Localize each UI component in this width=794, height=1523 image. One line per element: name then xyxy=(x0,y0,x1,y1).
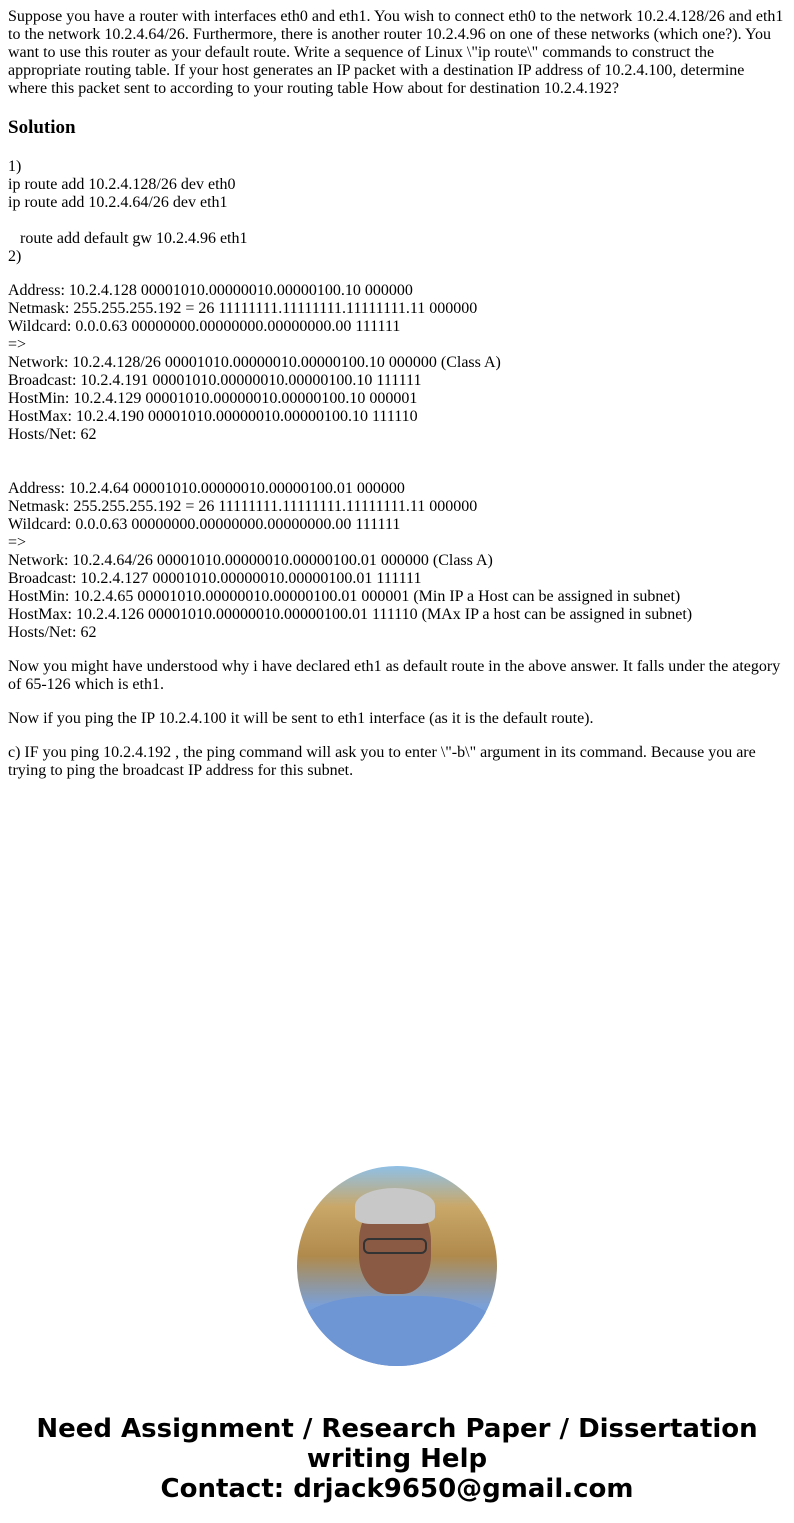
explanation-paragraph: Now you might have understood why i have declared eth1 as default route in the above answer. It falls under the ategory of 65-126 which is eth1. xyxy=(8,658,781,693)
subnet-line: HostMin: 10.2.4.129 00001010.00000010.00000100.10 000001 xyxy=(8,390,418,407)
subnet-line: Wildcard: 0.0.0.63 00000000.00000000.00000000.00 111111 xyxy=(8,318,401,335)
subnet-line: => xyxy=(8,336,27,353)
footer-contact-text: Contact: drjack9650@gmail.com xyxy=(160,1474,634,1504)
subnet-line: Broadcast: 10.2.4.127 00001010.00000010.00000100.01 111111 xyxy=(8,570,422,587)
default-route-command: route add default gw 10.2.4.96 eth1 xyxy=(8,230,248,247)
subnet-line: Address: 10.2.4.64 00001010.00000010.00000100.01 000000 xyxy=(8,480,405,497)
subnet-line: => xyxy=(8,534,27,551)
question-text: Suppose you have a router with interfaces eth0 and eth1. You wish to connect eth0 to the network 10.2.4.128/26 and eth1 to the network 10.2.4.64/26. Furthermore, there is another router 10.2.4.96 on one of these networks (which one?). You want to use this router as your default route. Write a sequence of Linux \"ip route\" commands to construct the appropriate routing table. If your host generates an IP packet with a destination IP address of 10.2.4.100, determine where this packet sent to according to your routing table How about for destination 10.2.4.192? xyxy=(8,8,784,97)
subnet-block-eth0 xyxy=(8,282,786,642)
subnet-line: HostMax: 10.2.4.126 00001010.00000010.00000100.01 111110 (MAx IP a host can be assigned in subnet) xyxy=(8,606,693,623)
subnet-line: HostMin: 10.2.4.65 00001010.00000010.00000100.01 000001 (Min IP a Host can be assigned in subnet) xyxy=(8,588,681,605)
subnet-line: Address: 10.2.4.128 00001010.00000010.00000100.10 000000 xyxy=(8,282,413,299)
part1-answer xyxy=(8,158,786,266)
subnet-line: Netmask: 255.255.255.192 = 26 11111111.11111111.11111111.11 000000 xyxy=(8,498,478,515)
subnet-line: Broadcast: 10.2.4.191 00001010.00000010.00000100.10 111111 xyxy=(8,372,422,389)
command-line: ip route add 10.2.4.128/26 dev eth0 xyxy=(8,176,236,193)
command-line: ip route add 10.2.4.64/26 dev eth1 xyxy=(8,194,228,211)
explanation-paragraph: Now if you ping the IP 10.2.4.100 it will be sent to eth1 interface (as it is the default route). xyxy=(8,710,594,727)
subnet-line: Hosts/Net: 62 xyxy=(8,426,97,443)
author-avatar-photo xyxy=(297,1166,497,1366)
subnet-line: Wildcard: 0.0.0.63 00000000.00000000.00000000.00 111111 xyxy=(8,516,401,533)
subnet-line: Hosts/Net: 62 xyxy=(8,624,97,641)
subnet-line: Netmask: 255.255.255.192 = 26 11111111.11111111.11111111.11 000000 xyxy=(8,300,478,317)
part1-label: 1) xyxy=(8,158,22,175)
solution-heading: Solution xyxy=(8,117,76,138)
subnet-line: Network: 10.2.4.128/26 00001010.00000010.00000100.10 000000 (Class A) xyxy=(8,354,501,371)
subnet-line: Network: 10.2.4.64/26 00001010.00000010.00000100.01 000000 (Class A) xyxy=(8,552,493,569)
footer-help-text: Need Assignment / Research Paper / Dissertation writing Help xyxy=(36,1414,758,1474)
subnet-line: HostMax: 10.2.4.190 00001010.00000010.00000100.10 111110 xyxy=(8,408,418,425)
contact-footer xyxy=(8,1414,786,1504)
explanation-paragraph: c) IF you ping 10.2.4.192 , the ping command will ask you to enter \"-b\" argument in its command. Because you are trying to ping the broadcast IP address for this subnet. xyxy=(8,744,756,779)
part2-label: 2) xyxy=(8,248,22,265)
